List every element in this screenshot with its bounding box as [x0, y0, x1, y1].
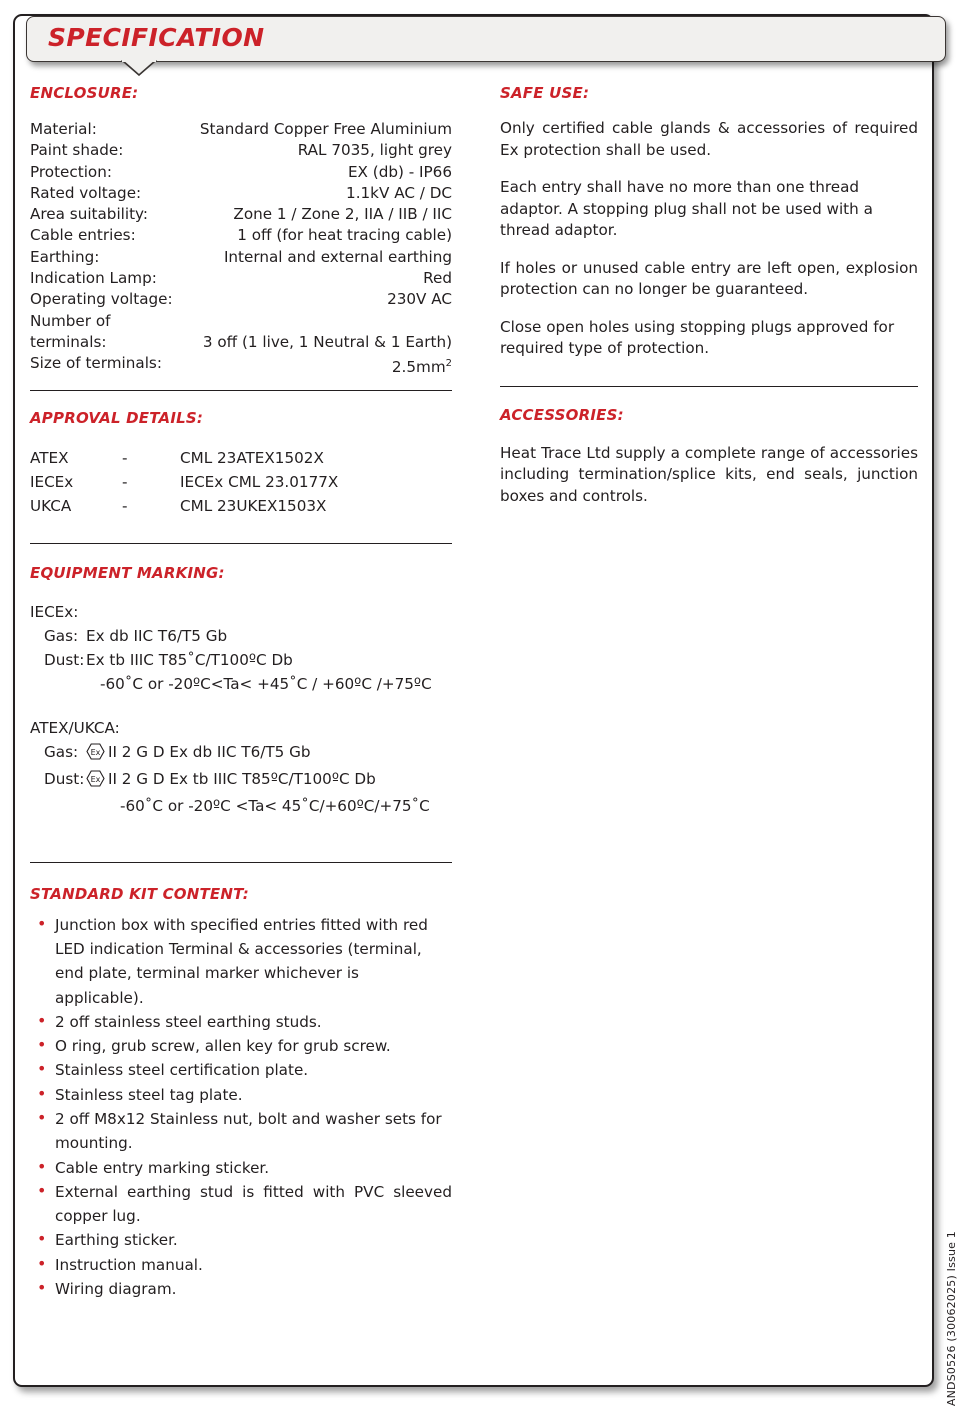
approval-dash: - — [122, 448, 128, 467]
spec-row-value: RAL 7035, light grey — [297, 141, 452, 160]
safe-use-paragraphs — [500, 118, 918, 360]
kit-content-item: • Cable entry marking sticker. — [30, 1156, 452, 1180]
marking-gas-value: Ex db IIC T6/T5 Gb — [86, 626, 228, 645]
marking-temperature-range: -60˚C or -20ºC<Ta< +45˚C / +60ºC /+75ºC — [100, 674, 432, 693]
marking-dust-row — [30, 767, 452, 794]
spec-row-label: Cable entries: — [30, 226, 136, 245]
kit-content-item: • Junction box with specified entries fitted with red LED indication Terminal & accessories (terminal, end plate, terminal marker whichever is applicable). — [30, 913, 452, 1010]
approval-row — [30, 494, 338, 518]
safe-use-section — [500, 84, 918, 387]
spec-row-label: Area suitability: — [30, 205, 149, 224]
spec-row-label: Protection: — [30, 162, 112, 181]
approval-certificate-number: CML 23UKEX1503X — [180, 496, 327, 515]
kit-content-item: • 2 off M8x12 Stainless nut, bolt and washer sets for mounting. — [30, 1107, 452, 1156]
spec-row-label: Earthing: — [30, 247, 100, 266]
equipment-marking-section — [30, 564, 452, 863]
marking-standard-label: ATEX/UKCA: — [30, 718, 120, 737]
spec-row-label: Size of terminals: — [30, 354, 162, 373]
kit-content-item: • O ring, grub screw, allen key for grub screw. — [30, 1034, 452, 1058]
atex-ex-hexagon-icon — [86, 770, 105, 794]
spec-row-value — [182, 311, 452, 332]
spec-row — [30, 140, 452, 161]
spec-row-label: Paint shade: — [30, 141, 124, 160]
spec-row — [30, 183, 452, 204]
kit-content-item: • 2 off stainless steel earthing studs. — [30, 1010, 452, 1034]
svg-text:Ex: Ex — [90, 774, 101, 784]
kit-content-item: • External earthing stud is fitted with PVC sleeved copper lug. — [30, 1180, 452, 1229]
accessories-heading: ACCESSORIES: — [500, 405, 624, 424]
spec-row — [30, 268, 452, 289]
equipment-marking-heading: EQUIPMENT MARKING: — [30, 563, 225, 582]
marking-gas-label: Gas: — [44, 626, 79, 645]
spec-row-label: Number of — [30, 311, 111, 330]
kit-content-section — [30, 885, 452, 1302]
equipment-marking-divider — [30, 862, 452, 863]
kit-content-heading: STANDARD KIT CONTENT: — [30, 884, 249, 903]
spec-row-value: Internal and external earthing — [223, 247, 452, 266]
spec-row-value: 230V AC — [387, 290, 452, 309]
spec-row-value: $2.5mm^2$ — [391, 358, 452, 377]
spec-row-value: EX (db) - IP66 — [347, 162, 452, 181]
spec-row-value: Standard Copper Free Aluminium — [199, 120, 452, 138]
spec-row-label: terminals: — [30, 332, 107, 351]
kit-content-item: • Stainless steel certification plate. — [30, 1058, 452, 1082]
approval-dash: - — [122, 472, 128, 491]
approval-dash: - — [122, 496, 128, 515]
spec-row — [30, 225, 452, 246]
spec-row — [30, 332, 452, 353]
right-column — [500, 84, 918, 507]
approval-certificate-number: CML 23ATEX1502X — [180, 448, 324, 467]
approval-scheme-name: ATEX — [30, 448, 69, 467]
approval-scheme-name: UKCA — [30, 496, 72, 515]
equipment-marking-groups — [30, 600, 452, 818]
approval-scheme-name: IECEx — [30, 472, 74, 491]
safe-use-paragraph: Each entry shall have no more than one thread adaptor. A stopping plug shall not be used with a thread adaptor. — [500, 178, 873, 239]
accessories-paragraph: Heat Trace Ltd supply a complete range of accessories including termination/splice kits, end seals, junction boxes and controls. — [500, 443, 918, 505]
spec-row-value: 3 off (1 live, 1 Neutral & 1 Earth) — [202, 332, 452, 351]
spec-row — [30, 204, 452, 225]
marking-gas-value: II 2 G D Ex db IIC T6/T5 Gb — [108, 742, 311, 761]
spec-row-label: Rated voltage: — [30, 183, 142, 202]
marking-dust-label: Dust: — [44, 769, 85, 788]
marking-gas-row — [30, 624, 452, 648]
safe-use-heading: SAFE USE: — [500, 84, 590, 102]
marking-dust-value: Ex tb IIIC T85˚C/T100ºC Db — [86, 650, 293, 669]
spec-row — [30, 311, 452, 332]
safe-use-paragraph: If holes or unused cable entry are left open, explosion protection can no longer be guaranteed. — [500, 258, 918, 298]
page-title: SPECIFICATION — [48, 23, 265, 52]
spec-row-value: Red — [423, 269, 452, 288]
spec-row — [30, 247, 452, 268]
accessories-paragraphs — [500, 443, 918, 508]
approval-table — [30, 446, 338, 518]
svg-text:Ex: Ex — [90, 747, 101, 757]
spec-row-label: Material: — [30, 120, 97, 138]
specification-header — [26, 16, 946, 72]
kit-content-item: • Earthing sticker. — [30, 1228, 452, 1252]
spec-row — [30, 353, 452, 378]
spec-row-label: Indication Lamp: — [30, 269, 157, 288]
marking-temperature-range: -60˚C or -20ºC <Ta< 45˚C/+60ºC/+75˚C — [120, 796, 430, 815]
enclosure-table-body — [30, 119, 452, 379]
spec-row-label: Operating voltage: — [30, 290, 173, 309]
left-column — [30, 84, 452, 1301]
kit-content-list — [30, 913, 452, 1302]
spec-row — [30, 119, 452, 140]
safe-use-paragraph: Close open holes using stopping plugs approved for required type of protection. — [500, 317, 895, 357]
safe-use-paragraph: Only certified cable glands & accessories of required Ex protection shall be used. — [500, 119, 918, 159]
spec-row — [30, 162, 452, 183]
marking-dust-label: Dust: — [44, 650, 85, 669]
marking-group — [30, 600, 452, 696]
document-reference-code: ANDS0526 (30062025) Issue 1 — [945, 1230, 958, 1406]
accessories-section — [500, 406, 918, 508]
enclosure-heading: ENCLOSURE: — [30, 84, 139, 102]
marking-gas-label: Gas: — [44, 742, 79, 761]
enclosure-table — [30, 119, 452, 379]
atex-ex-hexagon-icon — [86, 743, 105, 767]
marking-standard-label: IECEx: — [30, 602, 79, 621]
marking-gas-row — [30, 740, 452, 767]
kit-content-item: • Instruction manual. — [30, 1253, 452, 1277]
spec-row-value: 1 off (for heat tracing cable) — [237, 226, 452, 245]
approval-row — [30, 446, 338, 470]
marking-dust-value: II 2 G D Ex tb IIIC T85ºC/T100ºC Db — [108, 769, 376, 788]
approval-certificate-number: IECEx CML 23.0177X — [180, 472, 339, 491]
spec-row — [30, 289, 452, 310]
spec-row-value: 1.1kV AC / DC — [346, 183, 452, 202]
banner-pointer-icon — [121, 60, 157, 76]
marking-group — [30, 716, 452, 818]
kit-content-item: • Stainless steel tag plate. — [30, 1083, 452, 1107]
approval-row — [30, 470, 338, 494]
enclosure-section — [30, 84, 452, 391]
safe-use-divider — [500, 386, 918, 387]
approval-section — [30, 409, 452, 544]
marking-dust-row — [30, 648, 452, 672]
approval-heading: APPROVAL DETAILS: — [30, 408, 204, 427]
kit-content-item: • Wiring diagram. — [30, 1277, 452, 1301]
enclosure-divider — [30, 390, 452, 391]
spec-row-value: Zone 1 / Zone 2, IIA / IIB / IIC — [233, 205, 452, 224]
approval-table-body — [30, 446, 338, 518]
approval-divider — [30, 543, 452, 544]
